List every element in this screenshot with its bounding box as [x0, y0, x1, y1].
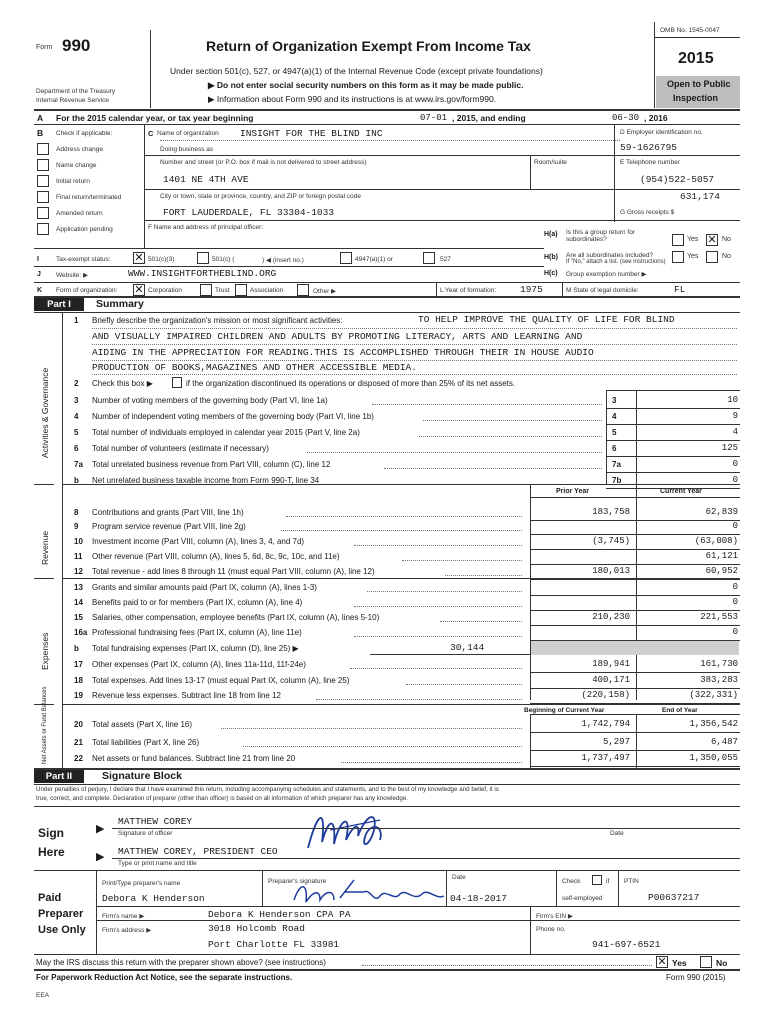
exp_lines-number: 13 [74, 583, 83, 592]
exp_lines2-current[interactable]: 161,730 [700, 659, 738, 669]
officer-title[interactable]: MATTHEW COREY, PRESIDENT CEO [118, 846, 278, 857]
website[interactable]: WWW.INSIGHTFORTHEBLIND.ORG [128, 268, 277, 279]
net_lines-number: 21 [74, 738, 83, 747]
preparer-name[interactable]: Debora K Henderson [102, 893, 205, 904]
rev_lines-prior[interactable]: 180,013 [592, 566, 630, 576]
net_lines-number: 22 [74, 754, 83, 763]
exp_lines2-prior[interactable]: 400,171 [592, 675, 630, 685]
gov-line-number: 5 [74, 428, 79, 437]
gov-line-box: 4 [612, 412, 617, 421]
gov-line-box: 7a [612, 460, 621, 469]
subordinates-yes-checkbox[interactable] [672, 251, 684, 263]
current-year-header: Current Year [660, 488, 702, 495]
discuss-no-checkbox[interactable] [700, 956, 712, 968]
part2-title: Signature Block [102, 770, 182, 782]
net_lines-number: 20 [74, 720, 83, 729]
rev_lines-label: Other revenue (Part VIII, column (A), lines 5, 6d, 8c, 9c, 10c, and 11e) [92, 552, 340, 561]
side-net-assets: Net Assets or Fund Balances [42, 686, 48, 764]
mission-line-3[interactable]: AIDING IN THE APPRECIATION FOR READING.THIS IS ACCOMPLISHED THROUGH THEIR IN HOUSE AUDIO [92, 347, 594, 358]
line-a-text: For the 2015 calendar year, or tax year beginning [56, 113, 254, 123]
gov-line-number: b [74, 476, 79, 485]
eoy-header: End of Year [662, 707, 698, 714]
exp_lines-label: Benefits paid to or for members (Part IX, column (A), line 4) [92, 598, 303, 607]
gov-line-label: Total unrelated business revenue from Part VIII, column (C), line 12 [92, 460, 331, 469]
rev_lines-current[interactable]: 62,839 [705, 507, 738, 517]
exp_lines2-number: 17 [74, 660, 83, 669]
exp_lines2-label: Total expenses. Add lines 13-17 (must equal Part IX, column (A), line 25) [92, 676, 350, 685]
gov-line-label: Total number of volunteers (estimate if necessary) [92, 444, 269, 453]
tax-year-end[interactable]: 06-30 [612, 113, 640, 123]
exp_lines-number: 15 [74, 613, 83, 622]
subordinates-no-checkbox[interactable] [706, 251, 718, 263]
side-expenses: Expenses [40, 632, 50, 670]
status-501c-checkbox[interactable] [197, 252, 209, 264]
note-ssn: ▶ Do not enter social security numbers on this form as it may be made public. [208, 80, 524, 90]
sign-label: Sign [38, 826, 64, 840]
gov-line-number: 6 [74, 444, 79, 453]
open-public-2: Inspection [673, 93, 719, 103]
exp_lines-current[interactable]: 0 [732, 627, 738, 637]
gov-line-value[interactable]: 0 [732, 475, 738, 485]
mission-line-2[interactable]: AND VISUALLY IMPAIRED CHILDREN AND ADULTS BY PROMOTING LITERACY, ARTS AND LEARNING AND [92, 331, 583, 342]
use-only-label: Use Only [38, 924, 86, 936]
form-label: Form [36, 44, 53, 51]
mission-line-1[interactable]: TO HELP IMPROVE THE QUALITY OF LIFE FOR BLIND [418, 314, 675, 325]
address-change-checkbox[interactable] [37, 143, 49, 155]
form-trust-checkbox[interactable] [200, 284, 212, 296]
open-public-1: Open to Public [667, 79, 731, 89]
perjury-text-1: Under penalties of perjury, I declare that I have examined this return, including accompanying schedules and statements, and to the best of my knowledge and belief, it is [36, 786, 499, 793]
exp_lines2-current[interactable]: 383,283 [700, 675, 738, 685]
exp_lines-label: Professional fundraising fees (Part IX, column (A), line 11e) [92, 628, 302, 637]
gov-line-box: 5 [612, 428, 617, 437]
form-other-checkbox[interactable] [297, 284, 309, 296]
exp_lines-current[interactable]: 0 [732, 582, 738, 592]
line1-label: Briefly describe the organization's mission or most significant activities: [92, 316, 343, 325]
prior-year-header: Prior Year [556, 488, 589, 495]
discontinued-checkbox[interactable] [172, 377, 182, 388]
rev_lines-current[interactable]: 61,121 [705, 551, 738, 561]
exp_lines-number: 16a [74, 628, 88, 637]
arrow-icon: ▶ [96, 851, 105, 863]
rev_lines-current[interactable]: (63,008) [694, 536, 738, 546]
rev_lines-label: Total revenue - add lines 8 through 11 (must equal Part VIII, column (A), line 12) [92, 567, 375, 576]
group-return-yes-checkbox[interactable] [672, 234, 684, 246]
year-formation[interactable]: 1975 [520, 284, 543, 295]
exp_lines2-number: 18 [74, 676, 83, 685]
arrow-icon: ▶ [96, 823, 105, 835]
exp_lines-label: Salaries, other compensation, employee benefits (Part IX, column (A), lines 5-10) [92, 613, 380, 622]
gov-line-value[interactable]: 4 [732, 427, 738, 437]
firm-name[interactable]: Debora K Henderson CPA PA [208, 909, 351, 920]
boy-header: Beginning of Current Year [524, 707, 605, 714]
gov-line-label: Number of independent voting members of the governing body (Part VI, line 1b) [92, 412, 374, 421]
ein[interactable]: 59-1626795 [620, 142, 678, 153]
side-activities: Activities & Governance [40, 367, 50, 458]
net_lines-current[interactable]: 6,487 [710, 737, 738, 747]
form-title: Return of Organization Exempt From Income Tax [206, 38, 531, 54]
amended-return-checkbox[interactable] [37, 207, 49, 219]
net_lines-label: Net assets or fund balances. Subtract line 21 from line 20 [92, 754, 296, 763]
part1-title: Summary [96, 298, 144, 310]
rev_lines-number: 9 [74, 522, 79, 531]
rev_lines-number: 11 [74, 552, 83, 561]
dept-treasury: Department of the Treasury [36, 88, 116, 95]
form-id-footer: Form 990 (2015) [666, 973, 726, 982]
firm-phone[interactable]: 941-697-6521 [592, 939, 661, 950]
net_lines-prior[interactable]: 1,737,497 [581, 753, 630, 763]
status-4947-checkbox[interactable] [340, 252, 352, 264]
omb-number: OMB No. 1545-0047 [660, 27, 720, 34]
tax-year: 2015 [678, 50, 714, 67]
org-street[interactable]: 1401 NE 4TH AVE [163, 174, 249, 185]
discuss-question: May the IRS discuss this return with the preparer shown above? (see instructions) [36, 958, 326, 967]
part2-badge: Part II [34, 770, 84, 783]
exp_lines2-current[interactable]: (322,331) [689, 690, 738, 700]
gov-line-number: 4 [74, 412, 79, 421]
mission-line-4[interactable]: PRODUCTION OF BOOKS,MAGAZINES AND OTHER ACCESSIBLE MEDIA. [92, 362, 417, 373]
rev_lines-number: 12 [74, 567, 83, 576]
state-domicile[interactable]: FL [674, 284, 686, 295]
org-name[interactable]: INSIGHT FOR THE BLIND INC [240, 128, 383, 139]
exp_lines-current[interactable]: 0 [732, 597, 738, 607]
rev_lines-current[interactable]: 0 [732, 521, 738, 531]
part1-badge: Part I [34, 298, 84, 311]
ptin[interactable]: P00637217 [648, 892, 700, 903]
gov-line-label: Total number of individuals employed in calendar year 2015 (Part V, line 2a) [92, 428, 360, 437]
paid-label: Paid [38, 892, 62, 904]
note-info: ▶ Information about Form 990 and its instructions is at www.irs.gov/form990. [208, 94, 497, 104]
exp_lines2-label: Revenue less expenses. Subtract line 18 from line 12 [92, 691, 281, 700]
exp_lines-current[interactable]: 221,553 [700, 612, 738, 622]
side-revenue: Revenue [40, 530, 50, 565]
line16b-label: Total fundraising expenses (Part IX, column (D), line 25) ▶ [92, 644, 299, 653]
paperwork-notice: For Paperwork Reduction Act Notice, see the separate instructions. [36, 973, 293, 982]
preparer-label: Preparer [38, 908, 84, 920]
officer-signature [300, 800, 390, 860]
discuss-yes-checkbox[interactable]: ✕ [657, 955, 667, 968]
rev_lines-label: Contributions and grants (Part VIII, line 1h) [92, 508, 244, 517]
status-501c3-checkbox[interactable]: ✕ [134, 251, 144, 264]
application-pending-checkbox[interactable] [37, 223, 49, 235]
gov-line-number: 3 [74, 396, 79, 405]
gov-line-box: 7b [612, 476, 622, 485]
status-527-checkbox[interactable] [423, 252, 435, 264]
gov-line-number: 7a [74, 460, 83, 469]
rev_lines-prior[interactable]: 183,758 [592, 507, 630, 517]
self-employed-checkbox[interactable] [592, 875, 602, 885]
firm-address-1[interactable]: 3018 Holcomb Road [208, 923, 305, 934]
rev_lines-number: 8 [74, 508, 79, 517]
org-city[interactable]: FORT LAUDERDALE, FL 33304-1033 [163, 207, 335, 218]
net_lines-prior[interactable]: 1,742,794 [581, 719, 630, 729]
tax-year-begin[interactable]: 07-01 [420, 113, 448, 123]
rev_lines-prior[interactable]: (3,745) [592, 536, 630, 546]
dept-irs: Internal Revenue Service [36, 97, 109, 104]
gov-line-label: Net unrelated business taxable income from Form 990-T, line 34 [92, 476, 320, 485]
net_lines-label: Total liabilities (Part X, line 26) [92, 738, 200, 747]
final-return-checkbox[interactable] [37, 191, 49, 203]
here-label: Here [38, 845, 65, 859]
exp_lines2-number: 19 [74, 691, 83, 700]
net_lines-prior[interactable]: 5,297 [602, 737, 630, 747]
net_lines-current[interactable]: 1,350,055 [689, 753, 738, 763]
gross-receipts[interactable]: 631,174 [680, 191, 720, 202]
preparer-date[interactable]: 04-18-2017 [450, 893, 508, 904]
exp_lines2-prior[interactable]: (220,158) [581, 690, 630, 700]
line16b-value[interactable]: 30,144 [450, 642, 485, 653]
exp_lines2-prior[interactable]: 189,941 [592, 659, 630, 669]
rev_lines-label: Program service revenue (Part VIII, line 2g) [92, 522, 246, 531]
form-association-checkbox[interactable] [235, 284, 247, 296]
group-return-no-checkbox[interactable]: ✕ [707, 233, 717, 246]
perjury-text-2: true, correct, and complete. Declaration of preparer (other than officer) is based on all information of which preparer has any knowledge. [36, 795, 409, 802]
net_lines-label: Total assets (Part X, line 16) [92, 720, 193, 729]
gov-line-value[interactable]: 0 [732, 459, 738, 469]
rev_lines-label: Investment income (Part VIII, column (A), lines 3, 4, and 7d) [92, 537, 305, 546]
gov-line-value[interactable]: 9 [732, 411, 738, 421]
phone[interactable]: (954)522-5057 [640, 174, 715, 185]
name-change-checkbox[interactable] [37, 159, 49, 171]
gov-line-value[interactable]: 125 [721, 443, 738, 453]
exp_lines-prior[interactable]: 210,230 [592, 612, 630, 622]
form-number: 990 [62, 36, 91, 55]
firm-address-2[interactable]: Port Charlotte FL 33981 [208, 939, 340, 950]
exp_lines-label: Grants and similar amounts paid (Part IX, column (A), lines 1-3) [92, 583, 317, 592]
gov-line-value[interactable]: 10 [727, 395, 738, 405]
line16b-shaded [531, 641, 739, 655]
net_lines-current[interactable]: 1,356,542 [689, 719, 738, 729]
initial-return-checkbox[interactable] [37, 175, 49, 187]
exp_lines-number: 14 [74, 598, 83, 607]
rev_lines-number: 10 [74, 537, 83, 546]
preparer-signature [290, 876, 450, 910]
eea-label: EEA [36, 992, 50, 999]
form-corporation-checkbox[interactable]: ✕ [134, 283, 144, 296]
officer-name[interactable]: MATTHEW COREY [118, 816, 193, 827]
gov-line-box: 6 [612, 444, 617, 453]
rev_lines-current[interactable]: 60,952 [705, 566, 738, 576]
check-applicable-label: Check if applicable: [56, 130, 113, 137]
form-subtitle: Under section 501(c), 527, or 4947(a)(1) of the Internal Revenue Code (except private foundations) [170, 66, 543, 76]
exp_lines2-label: Other expenses (Part IX, column (A), lines 11a-11d, 11f-24e) [92, 660, 306, 669]
gov-line-box: 3 [612, 396, 617, 405]
gov-line-label: Number of voting members of the governing body (Part VI, line 1a) [92, 396, 328, 405]
